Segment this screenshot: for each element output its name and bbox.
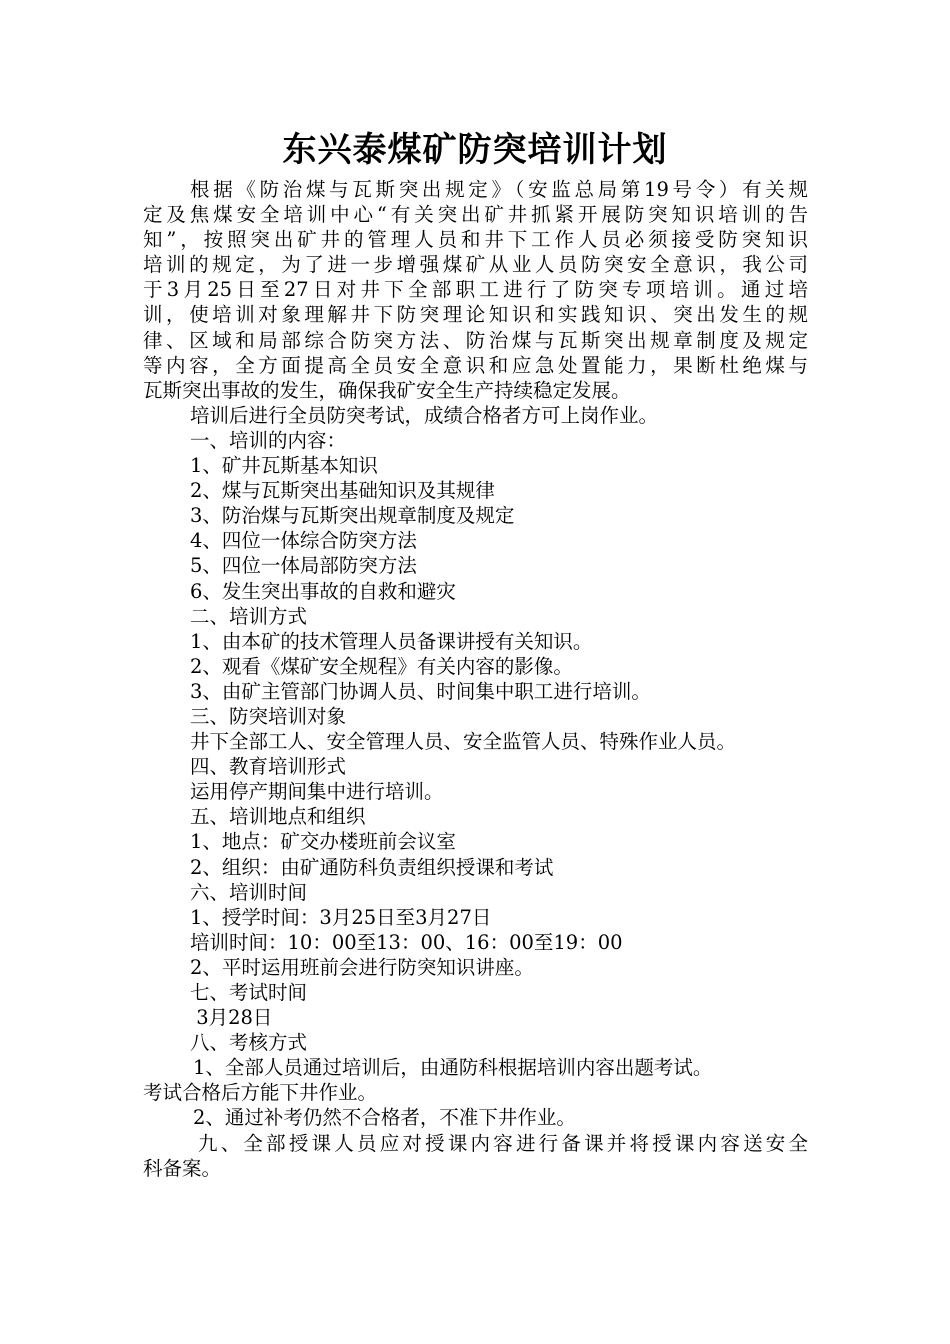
closing-line: 九、全部授课人员应对授课内容进行备课并将授课内容送安全	[198, 1131, 808, 1155]
section-heading: 七、考试时间	[190, 981, 308, 1004]
intro-line: 等内容，全方面提高全员安全意识和应急处置能力，果断杜绝煤与	[143, 353, 808, 377]
list-item: 3、防治煤与瓦斯突出规章制度及规定	[190, 504, 515, 528]
document-title: 东兴泰煤矿防突培训计划	[282, 130, 668, 170]
intro-line: 律、区域和局部综合防突方法、防治煤与瓦斯突出规章制度及规定	[143, 328, 808, 352]
list-item-continuation: 考试合格后方能下井作业。	[143, 1081, 378, 1105]
section-text: 3月28日	[190, 1006, 273, 1030]
section-heading: 一、培训的内容：	[190, 428, 347, 452]
list-item: 2、平时运用班前会进行防突知识讲座。	[190, 955, 534, 979]
closing-line-continuation: 科备案。	[143, 1156, 222, 1180]
list-item: 1、授学时间：3月25日至3月27日	[190, 905, 492, 929]
exam-note: 培训后进行全员防突考试，成绩合格者方可上岗作业。	[190, 403, 659, 427]
document-body	[143, 177, 808, 1181]
list-item: 2、观看《煤矿安全规程》有关内容的影像。	[190, 654, 573, 678]
list-item: 培训时间：10：00至13：00、16：00至19：00	[190, 930, 623, 954]
list-item: 1、由本矿的技术管理人员备课讲授有关知识。	[190, 629, 593, 653]
section-text: 井下全部工人、安全管理人员、安全监管人员、特殊作业人员。	[190, 730, 737, 754]
intro-line: 知”，按照突出矿井的管理人员和井下工作人员必须接受防突知识	[143, 228, 808, 252]
list-item: 2、煤与瓦斯突出基础知识及其规律	[190, 479, 495, 503]
section-heading: 八、考核方式	[190, 1031, 308, 1055]
list-item: 2、组织：由矿通防科负责组织授课和考试	[190, 855, 554, 879]
list-item: 2、通过补考仍然不合格者，不准下井作业。	[193, 1106, 576, 1130]
list-item: 1、全部人员通过培训后，由通防科根据培训内容出题考试。	[193, 1056, 713, 1080]
section-heading: 二、培训方式	[190, 604, 308, 628]
section-heading: 六、培训时间	[190, 880, 308, 904]
list-item: 6、发生突出事故的自救和避灾	[190, 579, 456, 603]
intro-line: 定及焦煤安全培训中心“有关突出矿井抓紧开展防突知识培训的告	[143, 203, 808, 227]
intro-line: 根据《防治煤与瓦斯突出规定》（安监总局第19号令）有关规	[190, 178, 808, 201]
list-item: 1、地点：矿交办楼班前会议室	[190, 830, 456, 854]
intro-line: 于3月25日至27日对井下全部职工进行了防突专项培训。通过培	[143, 278, 808, 302]
section-heading: 五、培训地点和组织	[190, 805, 366, 829]
intro-line: 培训的规定，为了进一步增强煤矿从业人员防突安全意识，我公司	[143, 253, 808, 277]
intro-line: 训，使培训对象理解井下防突理论知识和实践知识、突出发生的规	[143, 303, 808, 327]
section-text: 运用停产期间集中进行培训。	[190, 780, 444, 804]
list-item: 1、矿井瓦斯基本知识	[190, 454, 378, 478]
list-item: 5、四位一体局部防突方法	[190, 554, 417, 578]
list-item: 4、四位一体综合防突方法	[190, 529, 417, 553]
intro-line: 瓦斯突出事故的发生，确保我矿安全生产持续稳定发展。	[143, 378, 631, 402]
section-heading: 四、教育培训形式	[190, 755, 347, 779]
list-item: 3、由矿主管部门协调人员、时间集中职工进行培训。	[190, 679, 651, 703]
section-heading: 三、防突培训对象	[190, 704, 347, 728]
intro-paragraph	[143, 177, 808, 403]
